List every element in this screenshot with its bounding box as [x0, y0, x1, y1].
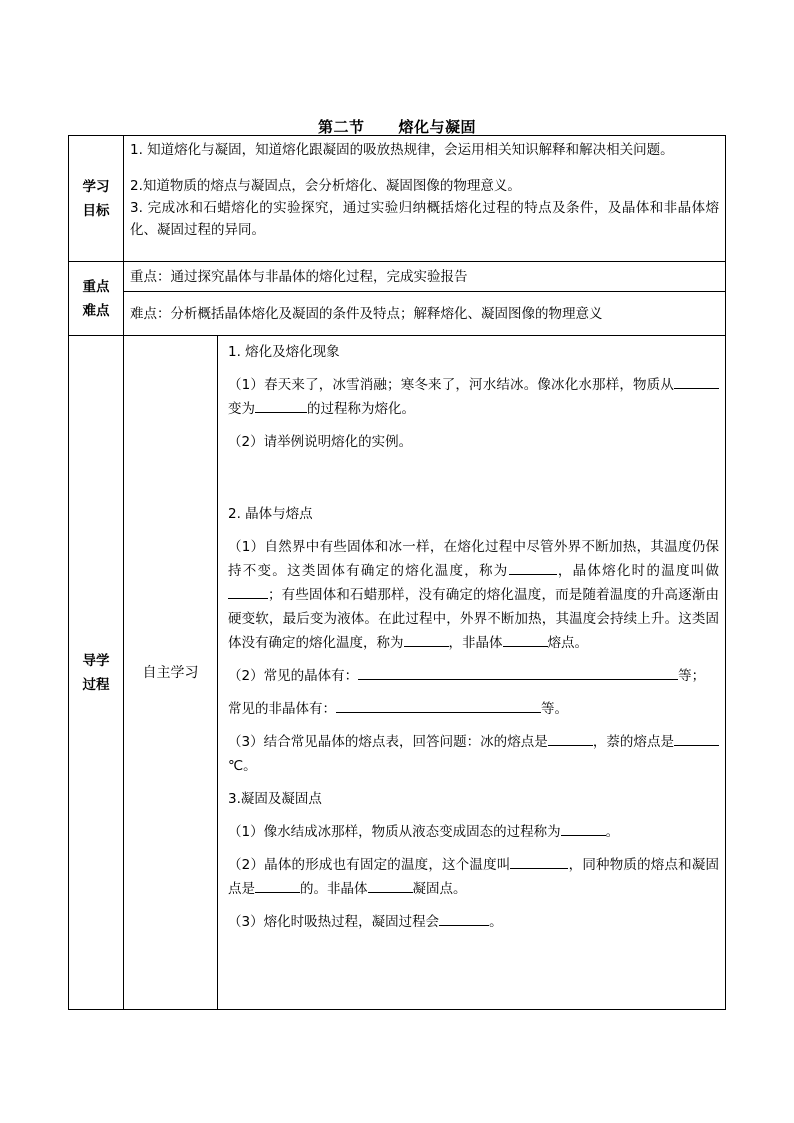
- objective-item: 1. 知道熔化与凝固，知道熔化跟凝固的吸放热规律，会运用相关知识解释和解决相关问题。: [130, 142, 674, 158]
- question: （3）熔化时吸热过程，凝固过程会 。: [228, 910, 719, 934]
- question: （1）像水结成冰那样，物质从液态变成固态的过程称为 。: [228, 820, 719, 844]
- answer-blank[interactable]: [503, 632, 548, 647]
- lesson-table: [68, 135, 726, 1010]
- key-row: [69, 262, 726, 292]
- title-topic: 熔化与凝固: [398, 118, 477, 136]
- question: （2）常见的晶体有： 等；: [228, 664, 719, 688]
- answer-blank[interactable]: [674, 374, 719, 389]
- answer-blank[interactable]: [255, 398, 307, 413]
- answer-blank[interactable]: [674, 731, 719, 746]
- keypoints-label: 重点难点: [69, 262, 124, 336]
- self-study-label: 自主学习: [124, 336, 218, 1010]
- objectives-row: [69, 136, 726, 262]
- objective-item: 3. 完成冰和石蜡熔化的实验探究，通过实验归纳概括熔化过程的特点及条件，及晶体和非晶体熔化、凝固过程的异同。: [130, 200, 720, 238]
- difficult-row: [69, 292, 726, 336]
- answer-blank[interactable]: [368, 878, 413, 893]
- objective-item: 2.知道物质的熔点与凝固点，会分析熔化、凝固图像的物理意义。: [130, 178, 521, 194]
- answer-blank[interactable]: [548, 731, 593, 746]
- answer-blank[interactable]: [510, 854, 568, 869]
- title-section: 第二节: [317, 118, 365, 136]
- section-1-title: 1. 熔化及熔化现象: [228, 344, 340, 360]
- answer-blank[interactable]: [255, 878, 300, 893]
- answer-blank[interactable]: [358, 665, 678, 680]
- question: （1）自然界中有些固体和冰一样，在熔化过程中尽管外界不断加热，其温度仍保持不变。这类固体有确定的熔化温度，称为 ，晶体熔化时的温度叫做；有些固体和石蜡那样，没有确定的熔化温度，而是随着温度的升高逐渐由硬变软，最后变为液体。在此过程中，外界不断加热，其温度会持续上升。这类固体没有确定的熔化温度，称为 ，非晶体 熔点。: [228, 539, 720, 651]
- section-2-title: 2. 晶体与熔点: [228, 506, 313, 522]
- page-title: [0, 116, 794, 137]
- question: （2）晶体的形成也有固定的温度，这个温度叫 ，同种物质的熔点和凝固点是 的。非晶体 凝固点。: [228, 853, 719, 901]
- question: 常见的非晶体有： 等。: [228, 697, 719, 721]
- difficult-point: 难点：分析概括晶体熔化及凝固的条件及特点；解释熔化、凝固图像的物理意义: [124, 292, 726, 336]
- section-3-title: 3.凝固及凝固点: [228, 791, 322, 807]
- question: （1）春天来了，冰雪消融；寒冬来了，河水结冰。像冰化水那样，物质从变为 的过程称为熔化。: [228, 373, 719, 421]
- answer-blank[interactable]: [228, 584, 268, 599]
- objectives-label: 学习目标: [69, 136, 124, 262]
- answer-blank[interactable]: [561, 821, 606, 836]
- objectives-content: [124, 136, 726, 262]
- process-row: [69, 336, 726, 1010]
- answer-blank[interactable]: [336, 698, 541, 713]
- answer-blank[interactable]: [404, 632, 449, 647]
- key-point: 重点：通过探究晶体与非晶体的熔化过程，完成实验报告: [124, 262, 726, 292]
- answer-blank[interactable]: [509, 560, 557, 575]
- question: （2）请举例说明熔化的实例。: [228, 434, 413, 450]
- process-label: 导学过程: [69, 336, 124, 1010]
- process-content: [218, 336, 726, 1010]
- answer-blank[interactable]: [439, 911, 489, 926]
- question: （3）结合常见晶体的熔点表，回答问题：冰的熔点是 ，萘的熔点是℃。: [228, 730, 719, 778]
